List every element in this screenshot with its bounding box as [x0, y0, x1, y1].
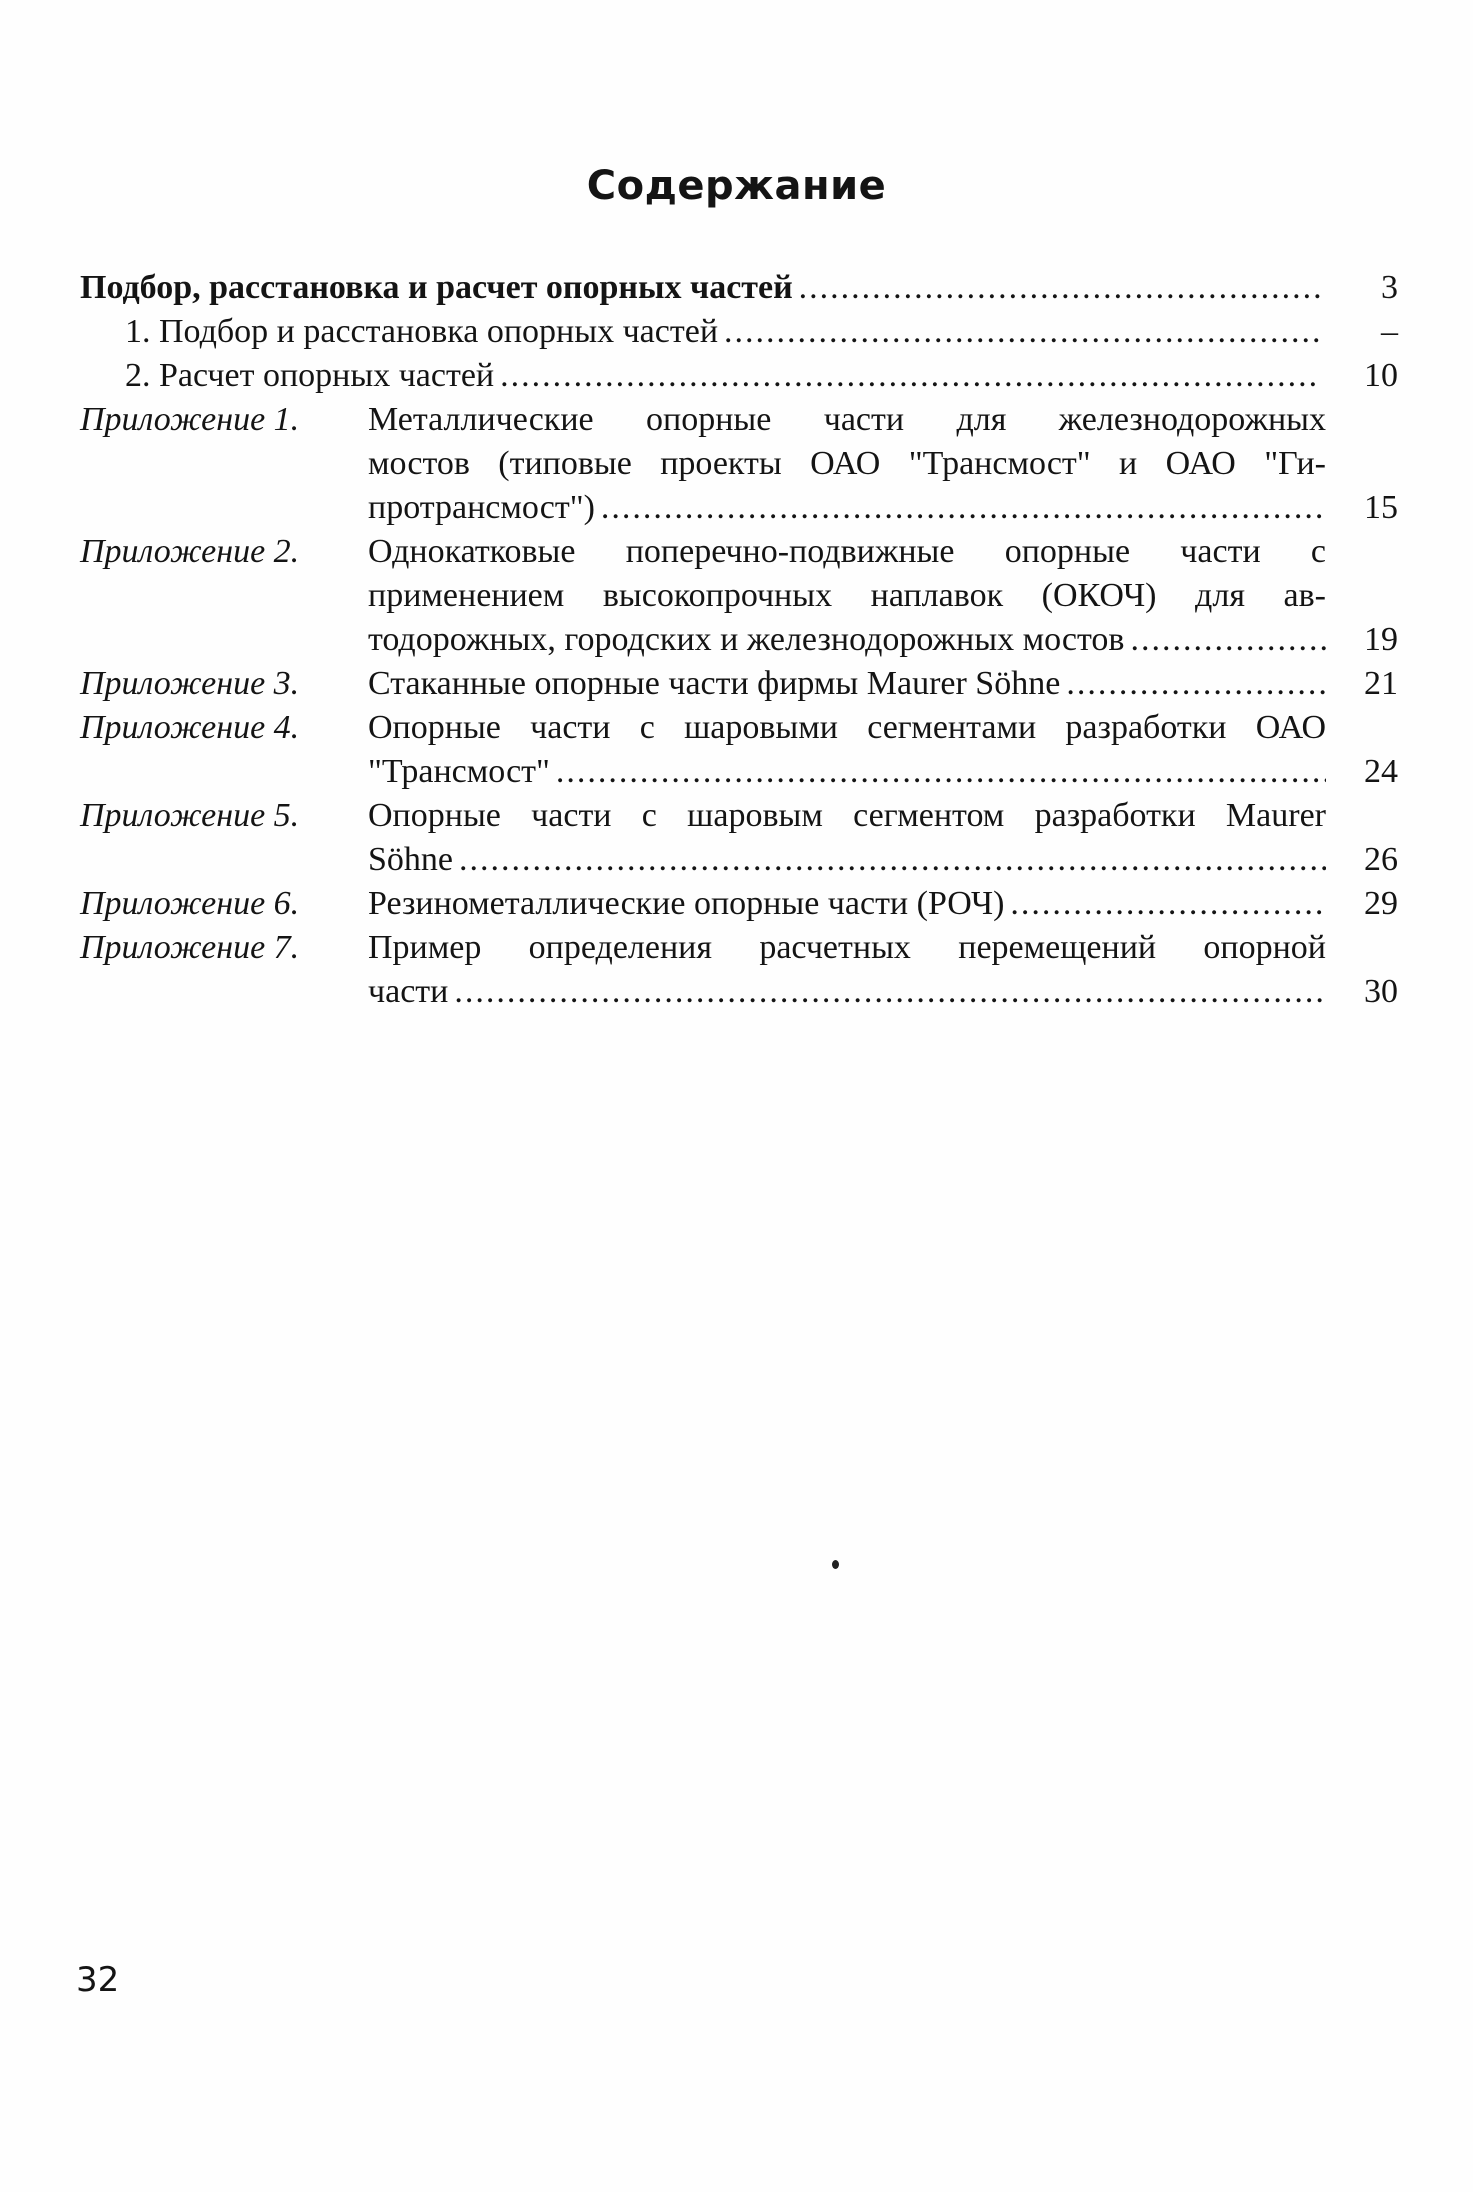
toc-leader — [459, 838, 1326, 882]
table-of-contents — [80, 266, 1398, 1014]
appendix-title-line: Однокатковые поперечно-подвижные опорные части с — [368, 533, 1326, 570]
toc-appendix[interactable] — [80, 794, 1398, 882]
appendix-title-line: Söhne — [368, 841, 453, 878]
toc-page-number: 30 — [1364, 973, 1398, 1010]
toc-leader — [1010, 882, 1326, 926]
toc-page-number: 3 — [1381, 269, 1398, 306]
toc-page-number: – — [1381, 313, 1398, 350]
toc-appendix[interactable] — [80, 530, 1398, 662]
appendix-label: Приложение 4. — [80, 709, 300, 746]
toc-subsection-title: 1. Подбор и расстановка опорных частей — [125, 313, 719, 350]
toc-appendix[interactable] — [80, 706, 1398, 794]
appendix-title — [368, 794, 1326, 882]
toc-appendix[interactable] — [80, 398, 1398, 530]
appendix-title — [368, 882, 1326, 926]
appendix-title — [368, 530, 1326, 662]
appendix-title-line: Пример определения расчетных перемещений опорной — [368, 929, 1326, 966]
appendix-title-line: протрансмост") — [368, 489, 595, 526]
toc-main-section-title: Подбор, расстановка и расчет опорных частей — [80, 269, 793, 306]
appendix-title-line: части — [368, 973, 449, 1010]
toc-main-section[interactable] — [80, 266, 1398, 310]
toc-appendix[interactable] — [80, 926, 1398, 1014]
toc-page-number: 10 — [1364, 357, 1398, 394]
appendix-label: Приложение 1. — [80, 401, 300, 438]
toc-page-number: 15 — [1364, 489, 1398, 526]
toc-page-number: 29 — [1364, 885, 1398, 922]
appendix-title-line: Металлические опорные части для железнодорожных — [368, 401, 1326, 438]
appendix-title — [368, 662, 1326, 706]
toc-leader — [601, 486, 1326, 530]
toc-page-number: 24 — [1364, 753, 1398, 790]
toc-appendix[interactable] — [80, 662, 1398, 706]
appendix-title-line: "Трансмост" — [368, 753, 550, 790]
toc-leader — [1066, 662, 1326, 706]
toc-leader — [500, 354, 1320, 398]
appendix-label: Приложение 7. — [80, 929, 300, 966]
appendix-title — [368, 398, 1326, 530]
appendix-title — [368, 926, 1326, 1014]
toc-subsection[interactable] — [80, 310, 1398, 354]
toc-page-number: 21 — [1364, 665, 1398, 702]
toc-subsection[interactable] — [80, 354, 1398, 398]
appendix-title-line: мостов (типовые проекты ОАО "Трансмост" и ОАО "Ги- — [368, 445, 1326, 482]
page-number: 32 — [76, 1960, 120, 2000]
toc-page-number: 26 — [1364, 841, 1398, 878]
scan-speck — [832, 1560, 839, 1569]
appendix-label: Приложение 2. — [80, 533, 300, 570]
appendix-label: Приложение 6. — [80, 885, 300, 922]
appendix-title — [368, 706, 1326, 794]
toc-leader — [454, 970, 1326, 1014]
toc-leader — [799, 266, 1320, 310]
appendix-label: Приложение 5. — [80, 797, 300, 834]
toc-leader — [724, 310, 1320, 354]
appendix-title-line: Опорные части с шаровыми сегментами разработки ОАО — [368, 709, 1326, 746]
appendix-title-line: Стаканные опорные части фирмы Maurer Söhne — [368, 665, 1061, 702]
appendix-label: Приложение 3. — [80, 665, 300, 702]
toc-leader — [556, 750, 1326, 794]
appendix-title-line: применением высокопрочных наплавок (ОКОЧ) для ав- — [368, 577, 1326, 614]
appendix-title-line: тодорожных, городских и железнодорожных мостов — [368, 621, 1125, 658]
appendix-title-line: Резинометаллические опорные части (РОЧ) — [368, 885, 1005, 922]
page-title: Содержание — [586, 163, 887, 209]
toc-leader — [1130, 618, 1326, 662]
toc-appendix[interactable] — [80, 882, 1398, 926]
toc-page-number: 19 — [1364, 621, 1398, 658]
appendix-title-line: Опорные части с шаровым сегментом разработки Maurer — [368, 797, 1326, 834]
toc-subsection-title: 2. Расчет опорных частей — [125, 357, 495, 394]
